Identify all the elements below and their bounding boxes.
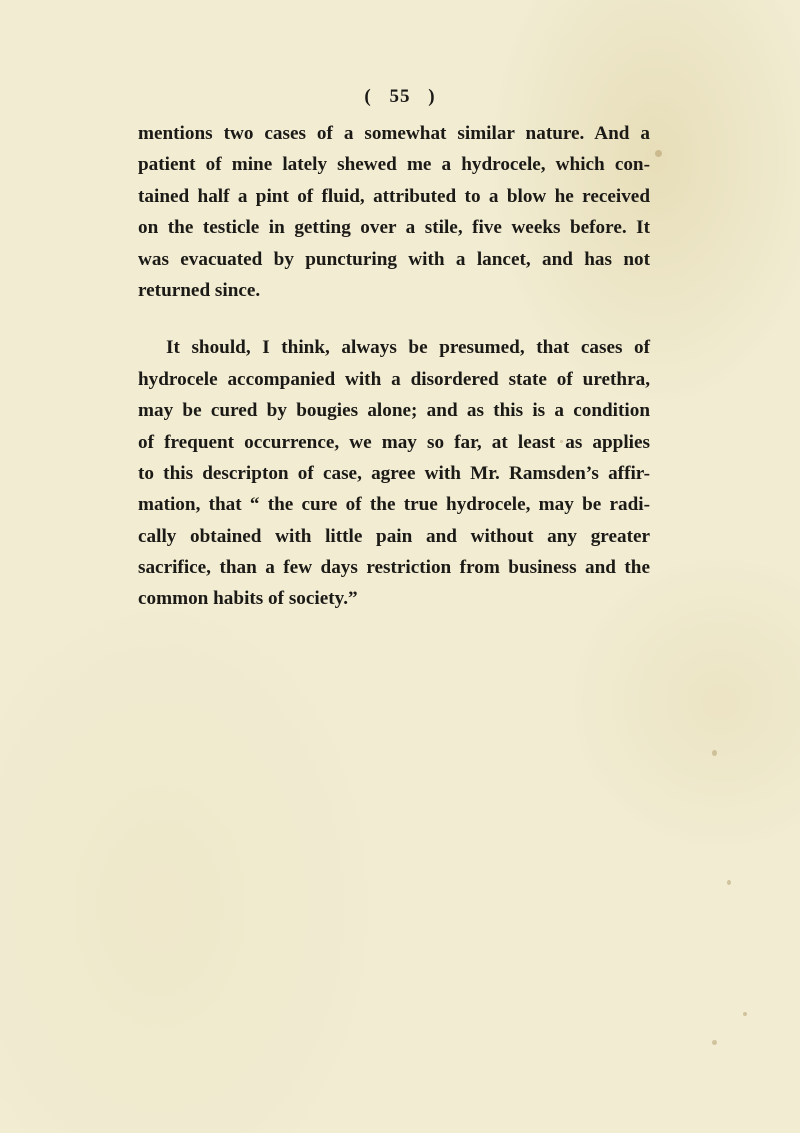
page-number-open-paren: (: [364, 86, 372, 107]
text-line: of frequent occurrence, we may so far, at least as applies: [138, 431, 650, 453]
text-line: returned since.: [138, 279, 261, 301]
text-line: hydrocele accompanied with a disordered state of urethra,: [138, 368, 650, 390]
foxing-spot: [655, 150, 662, 157]
page-number-close-paren: ): [428, 86, 436, 107]
page-number: [0, 86, 800, 108]
text-line: patient of mine lately shewed me a hydrocele, which con-: [138, 154, 650, 176]
text-line: to this descripton of case, agree with Mr. Ramsden’s affir-: [138, 462, 650, 484]
body-text: [138, 118, 650, 615]
text-line: mentions two cases of a somewhat similar nature. And a: [138, 123, 650, 144]
paragraph-2: [138, 332, 650, 615]
page-number-value: 55: [389, 86, 411, 107]
text-line: on the testicle in getting over a stile, five weeks before. It: [138, 217, 650, 239]
text-line: common habits of society.”: [138, 588, 358, 610]
foxing-spot: [712, 750, 717, 756]
foxing-spot: [560, 440, 563, 443]
text-line: It should, I think, always be presumed, that cases of: [166, 337, 650, 359]
text-line: cally obtained with little pain and without any greater: [138, 525, 650, 547]
text-line: mation, that “ the cure of the true hydrocele, may be radi-: [138, 494, 650, 516]
foxing-spot: [727, 880, 731, 885]
foxing-spot: [712, 1040, 717, 1045]
text-line: may be cured by bougies alone; and as this is a condition: [138, 400, 650, 422]
text-line: was evacuated by puncturing with a lancet, and has not: [138, 248, 650, 270]
foxing-spot: [743, 1012, 747, 1016]
text-line: tained half a pint of fluid, attributed to a blow he received: [138, 185, 650, 207]
paragraph-1: [138, 118, 650, 306]
text-line: sacrifice, than a few days restriction from business and the: [138, 557, 650, 579]
